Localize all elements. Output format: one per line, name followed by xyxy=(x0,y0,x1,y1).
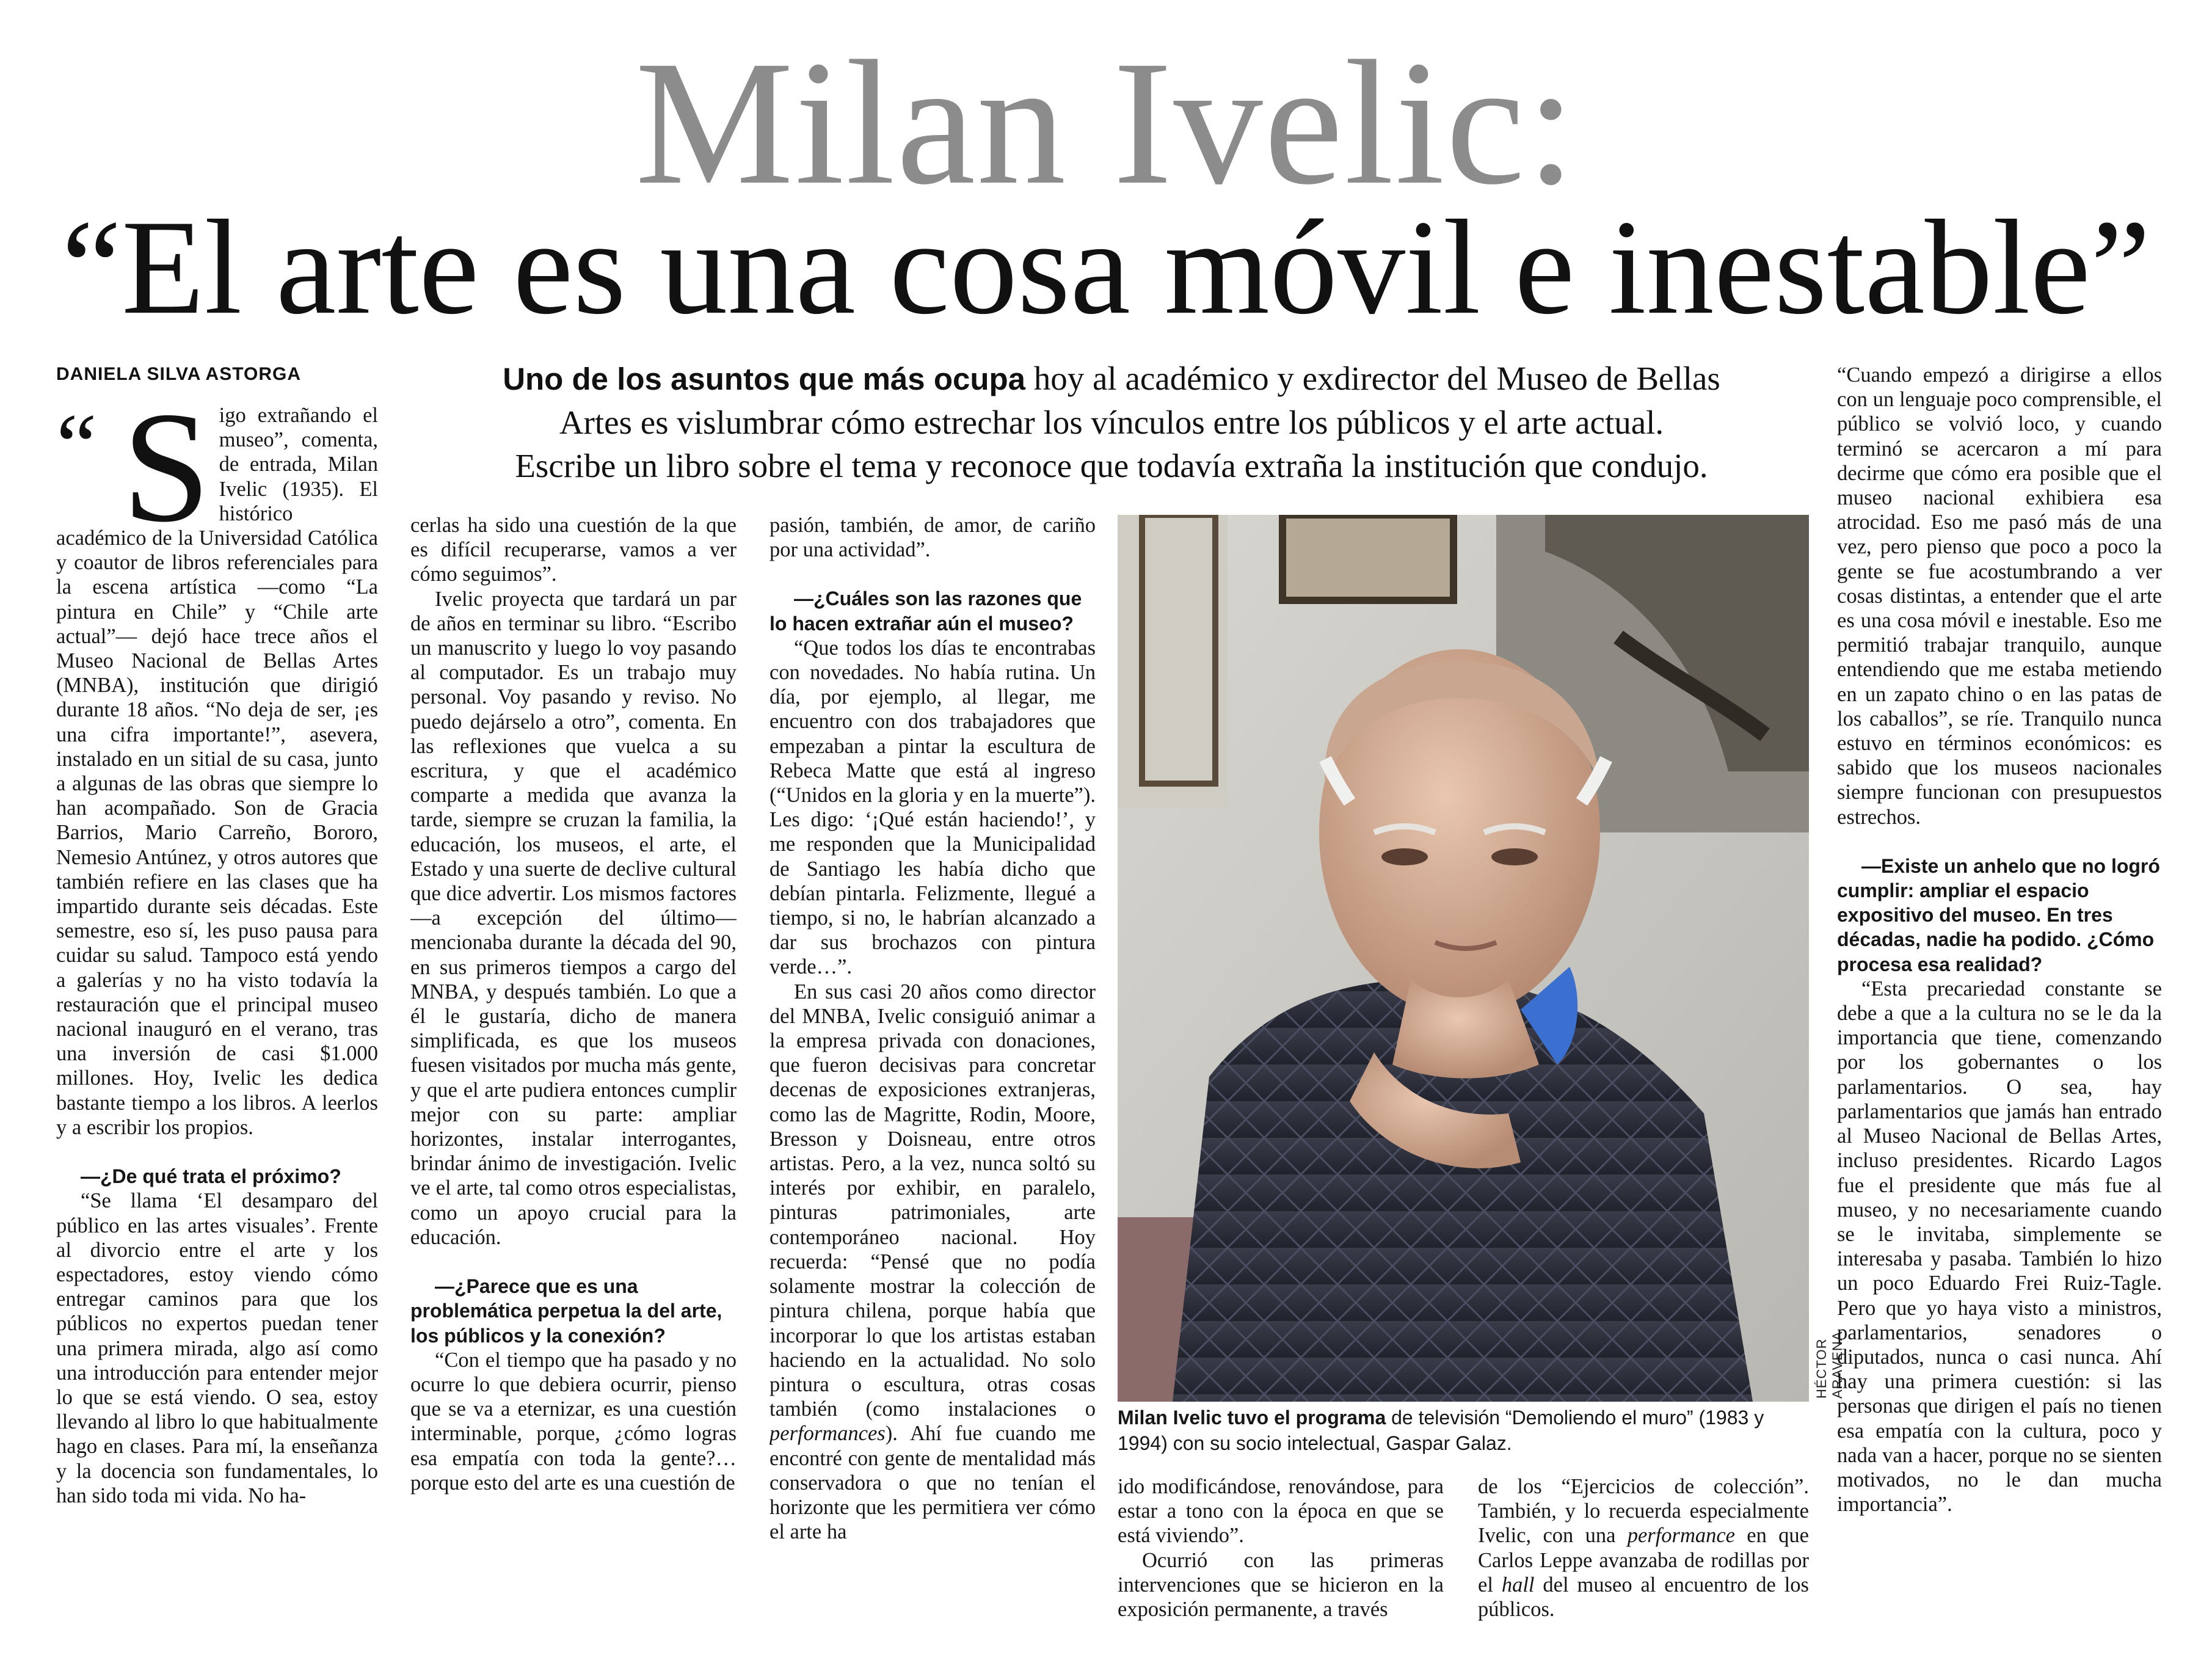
headline-title: Milan Ivelic: xyxy=(635,24,1577,222)
col3-paragraph-3 xyxy=(769,980,1096,1545)
portrait-illustration xyxy=(1118,515,1809,1402)
lede-line-2: Artes es vislumbrar cómo estrechar los vínculos entre los públicos y el arte actual. xyxy=(559,404,1664,441)
photo-caption xyxy=(1118,1405,1814,1456)
col5-text-1: de los “Ejercicios de colección”. También, y lo recuerda especialmente Ivelic, con una xyxy=(1478,1475,1809,1548)
col3-paragraph-3-text: En sus casi 20 años como director del MNBA, Ivelic consiguió animar a la empresa privada con donaciones, que fueron decisivas para concretar decenas de exposiciones extranjeras, como las de Magritte, Rodin, Moore, Bresson y Doisneau, entre otros artistas. Pero, a la vez, nunca soltó su interés por exhibir, en paralelo, pinturas patrimoniales, arte contemporáneo nacional. Hoy recuerda: “Pensé que no podía solamente mostrar la colección de pintura chilena, porque había que incorporar lo que los artistas estaban haciendo en la actualidad. No solo pintura o escultura, otras cosas también (como instalaciones o xyxy=(769,980,1096,1421)
col6-paragraph-1: “Cuando empezó a dirigirse a ellos con un lenguaje poco comprensible, el público se volvió loco, y cuando terminó se acercaron a mí para decirme que cómo era posible que el museo nacional exhibiera esa atrocidad. Eso me pasó más de una vez, pero pienso que poco a poco la gente se fue acostumbrando a ver cosas distintas, a entender que el arte es una cosa móvil e inestable. Eso me permitió trabajar tranquilo, aunque entendiendo que me estaba metiendo en un zapato chino o en las patas de los caballos”, se ríe. Tranquilo nunca estuvo en términos económicos: es sabido que los museos nacionales siempre funcionan con presupuestos estrechos. xyxy=(1837,363,2162,829)
col3-paragraph-3-emphasis: performances xyxy=(769,1422,886,1446)
col3-paragraph-1: pasión, también, de amor, de cariño por una actividad”. xyxy=(769,514,1096,562)
caption-rest: de televisión “Demoliendo el muro” (1983 y 1994) con su socio intelectual, Gaspar Galaz. xyxy=(1118,1407,1764,1454)
col1-question-1: —¿De qué trata el próximo? xyxy=(81,1165,341,1188)
col5-text-2: en que Carlos Leppe avanzaba de rodillas por el xyxy=(1478,1524,1809,1596)
col2-paragraph-1: cerlas ha sido una cuestión de la que es difícil recuperarse, vamos a ver cómo seguimos”. xyxy=(410,514,737,586)
col3-paragraph-3-end: ). Ahí fue cuando me encontré con gente de mentalidad más conservadora o que no tenían el horizonte que les permitiera ver cómo el arte ha xyxy=(769,1422,1096,1544)
col2-question-1: —¿Parece que es una problemática perpetua la del arte, los públicos y la conexión? xyxy=(410,1275,722,1347)
col6-question-1: —Existe un anhelo que no logró cumplir: ampliar el espacio expositivo del museo. En tres décadas, nadie ha podido. ¿Cómo procesa esa realidad? xyxy=(1837,854,2160,975)
lede xyxy=(403,357,1820,487)
portrait-photo xyxy=(1118,515,1809,1402)
article-column-6 xyxy=(1837,363,2162,1643)
col1-paragraph-2: “Se llama ‘El desamparo del público en las artes visuales’. Frente al divorcio entre el arte y los espectadores, estoy viendo cómo entregar caminos para que los públicos no expertos puedan tener una primera mirada, algo así como una introducción para entender mejor lo que se está viendo. O sea, estoy llevando al libro lo que habitualmente hago en clases. Para mí, la enseñanza y la docencia son fundamentales, lo han sido toda mi vida. No ha- xyxy=(56,1189,378,1507)
article-column-1 xyxy=(56,403,378,1643)
article-column-2 xyxy=(410,513,737,1643)
col5-paragraph-1 xyxy=(1478,1474,1809,1622)
drop-cap-block xyxy=(56,403,378,1140)
drop-cap-letter: S xyxy=(122,403,211,555)
lede-lead-in: Uno de los asuntos que más ocupa xyxy=(503,362,1026,396)
col3-question-1: —¿Cuáles son las razones que lo hacen extrañar aún el museo? xyxy=(769,588,1082,635)
article-column-4 xyxy=(1118,1474,1444,1643)
col4-paragraph-1: ido modificándose, renovándose, para estar a tono con la época en que se está viviendo”. xyxy=(1118,1475,1444,1548)
col5-emphasis-2: hall xyxy=(1501,1573,1535,1596)
byline: DANIELA SILVA ASTORGA xyxy=(56,364,302,384)
col3-paragraph-2: “Que todos los días te encontrabas con novedades. No había rutina. Un día, por ejemplo, al llegar, me encuentro con dos trabajadores que empezaban a pintar la escultura de Rebeca Matte que está al ingreso (“Unidos en la gloria y en la muerte”). Les digo: ‘¡Qué están haciendo!’, y me responden que la Municipalidad de Santiago les había dicho que debían pintarla. Felizmente, llegué a tiempo, si no, le habrían alcanzado a dar sus brochazos con pintura verde…”. xyxy=(769,636,1096,979)
col4-paragraph-2: Ocurrió con las primeras intervenciones que se hicieron en la exposición permanente, a través xyxy=(1118,1548,1444,1622)
caption-lead: Milan Ivelic tuvo el programa xyxy=(1118,1407,1386,1429)
col2-paragraph-2: Ivelic proyecta que tardará un par de años en terminar su libro. “Escribo un manuscrito y luego lo voy pasando al computador. Es un trabajo muy personal. Voy pasando y reviso. No puedo dejárselo a otro”, comenta. En las reflexiones que vuelca a su escritura, y que el académico comparte a medida que avanza la tarde, siempre se cruzan la familia, la educación, los museos, el arte, el Estado y una suerte de declive cultural que dice advertir. Los mismos factores —a excepción del último— mencionaba durante la década del 90, en sus primeros tiempos a cargo del MNBA, y después también. Lo que a él le gustaría, dicho de manera simplificada, es que los museos fuesen visitados por mucha más gente, y que el arte pudiera entonces cumplir mejor con su parte: ampliar horizontes, instalar interrogantes, brindar ánimo de investigación. Ivelic ve el arte, tal como otros especialistas, como un apoyo crucial para la educación. xyxy=(410,587,737,1249)
col2-paragraph-3: “Con el tiempo que ha pasado y no ocurre lo que debiera ocurrir, pienso que se va a eternizar, es una cuestión interminable, porque, ¿cómo logras esa empatía con toda la gente?… porque esto del arte es una cuestión de xyxy=(410,1348,737,1494)
photo-credit: HÉCTOR ARAVENA xyxy=(1814,1331,1845,1399)
col5-emphasis-1: performance xyxy=(1627,1524,1735,1548)
col1-paragraph-1: igo extrañando el museo”, comenta, de entrada, Milan Ivelic (1935). El histórico académico de la Universidad Católica y coautor de libros referenciales para la escena artística —como “La pintura en Chile” y “Chile arte actual”— dejó hace trece años el Museo Nacional de Bellas Artes (MNBA), institución que dirigió durante 18 años. “No deja de ser, ¡es una cifra importante!”, asevera, instalado en un sitial de su casa, junto a algunas de las obras que siempre lo han acompañado. Son de Gracia Barrios, Mario Carreño, Bororo, Nemesio Antúnez, y otros autores que también refiere en las clases que ha impartido durante seis décadas. Este semestre, eso sí, les puso pausa para cuidar su salud. Tampoco está yendo a galerías y no ha visto todavía la restauración que el principal museo nacional inauguró en el verano, tras una inversión de casi $1.000 millones. Hoy, Ivelic les dedica bastante tiempo a los libros. A leerlos y a escribir los propios. xyxy=(56,404,378,1139)
headline-subtitle: “El arte es una cosa móvil e inestable” xyxy=(61,192,2151,343)
article-column-5 xyxy=(1478,1474,1809,1643)
col5-text-3: del museo al encuentro de los públicos. xyxy=(1478,1573,1809,1622)
lede-line-3: Escribe un libro sobre el tema y reconoce que todavía extraña la institución que condujo. xyxy=(515,447,1708,484)
article-column-3 xyxy=(769,513,1096,1643)
lede-line-1: hoy al académico y exdirector del Museo de Bellas xyxy=(1025,360,1720,397)
drop-cap-quote: “ xyxy=(56,403,97,497)
col6-paragraph-2: “Esta precariedad constante se debe a que a la cultura no se le da la importancia que tiene, comenzando por los gobernantes o los parlamentarios. O sea, hay parlamentarios que jamás han entrado al Museo Nacional de Bellas Artes, incluso presidentes. Ricardo Lagos fue el presidente que más fue al museo, y no necesariamente cuando se le invitaba, simplemente se interesaba y pasaba. También lo hizo un poco Eduardo Frei Ruiz-Tagle. Pero que yo haya visto a ministros, parlamentarios, senadores o diputados, nunca o casi nunca. Ahí hay una primera cuestión: si las personas que dirigen el país no tienen esa empatía con la cultura, poco y nada van a hacer, porque no se sienten motivados, no le dan mucha importancia”. xyxy=(1837,977,2162,1516)
